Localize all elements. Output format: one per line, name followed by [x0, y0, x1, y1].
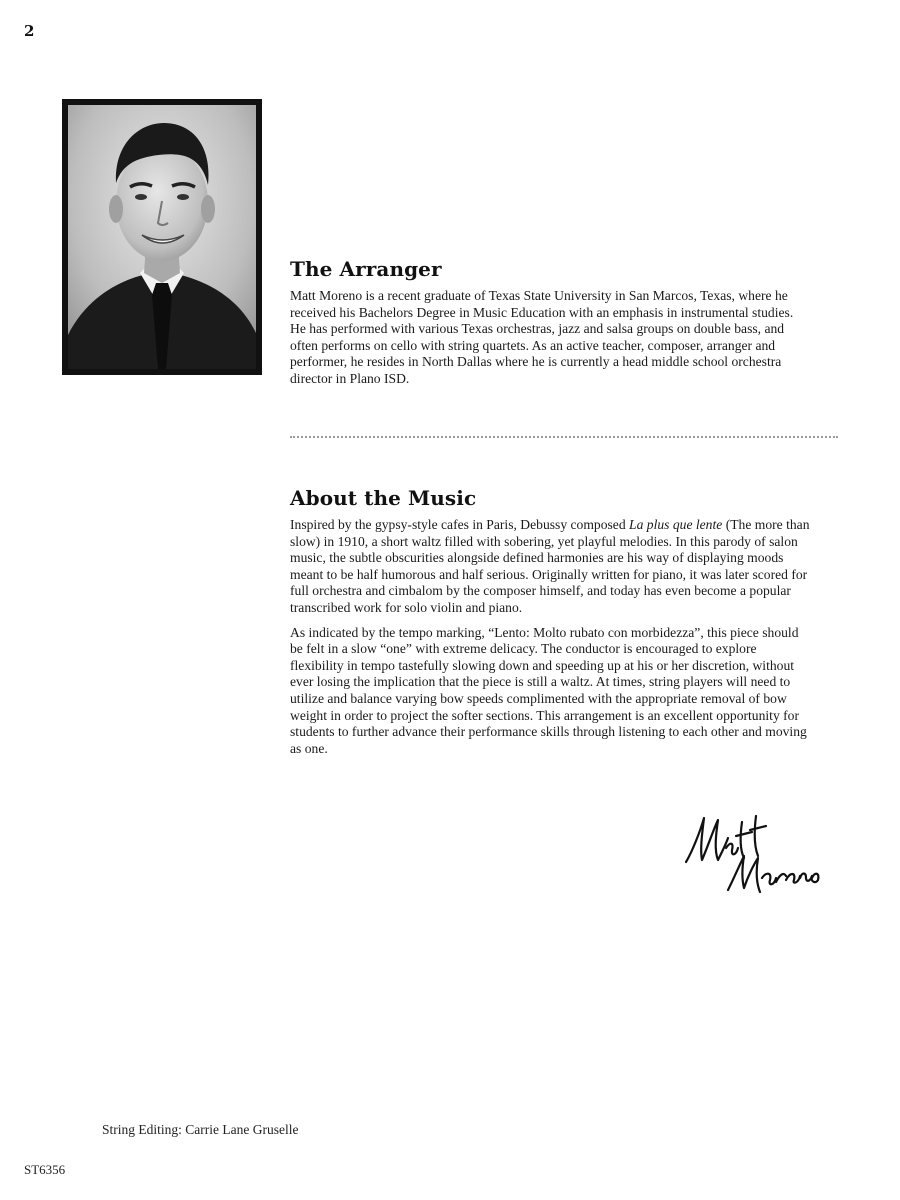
- about-paragraph-2: As indicated by the tempo marking, “Lento: Molto rubato con morbidezza”, this piece should be felt in a slow “one” with extreme delicacy. The conductor is encouraged to explore flexibility in tempo tastefully slowing down and speeding up at his or her discretion, without ever losing the implication that the piece is still a waltz. At times, string players will need to utilize and balance varying bow speeds complimented with the appropriate removal of bow weight in order to project the softer sections. This arrangement is an excellent opportunity for students to further advance their performance skills through listening to each other and moving as one.: [290, 624, 807, 756]
- arranger-photo: [62, 99, 262, 375]
- arranger-bio: Matt Moreno is a recent graduate of Texas State University in San Marcos, Texas, where he received his Bachelors Degree in Music Education with an emphasis in instrumental studies. He has performed with various Texas orchestras, jazz and salsa groups on double bass, and often performs on cello with string quartets. As an active teacher, composer, arranger and performer, he resides in North Dallas where he is currently a head middle school orchestra director in Plano ISD.: [290, 288, 794, 386]
- page-number: 2: [24, 22, 35, 40]
- about-heading: About the Music: [290, 486, 477, 510]
- about-p1-body: (The more than slow) in 1910, a short waltz filled with sobering, yet playful melodies. In this parody of salon music, the subtle obscurities alongside defined harmonies are his way of displaying moods meant to be half humorous and half serious. Originally written for piano, it was later scored for full orchestra and cimbalom by the composer himself, and today has even become a popular transcribed work for solo violin and piano.: [290, 517, 810, 615]
- signature: [680, 812, 820, 898]
- about-p1-intro: Inspired by the gypsy-style cafes in Paris, Debussy composed: [290, 517, 630, 532]
- arranger-heading: The Arranger: [290, 257, 442, 281]
- work-title: La plus que lente: [629, 517, 723, 532]
- about-section: [290, 486, 835, 765]
- arranger-section: [290, 257, 835, 396]
- about-paragraph-1: [290, 517, 810, 617]
- catalog-number: ST6356: [24, 1162, 66, 1177]
- dotted-divider: [290, 436, 838, 438]
- editing-credit: String Editing: Carrie Lane Gruselle: [102, 1122, 299, 1137]
- signature-drawing: [680, 812, 820, 898]
- portrait-image: [68, 105, 256, 369]
